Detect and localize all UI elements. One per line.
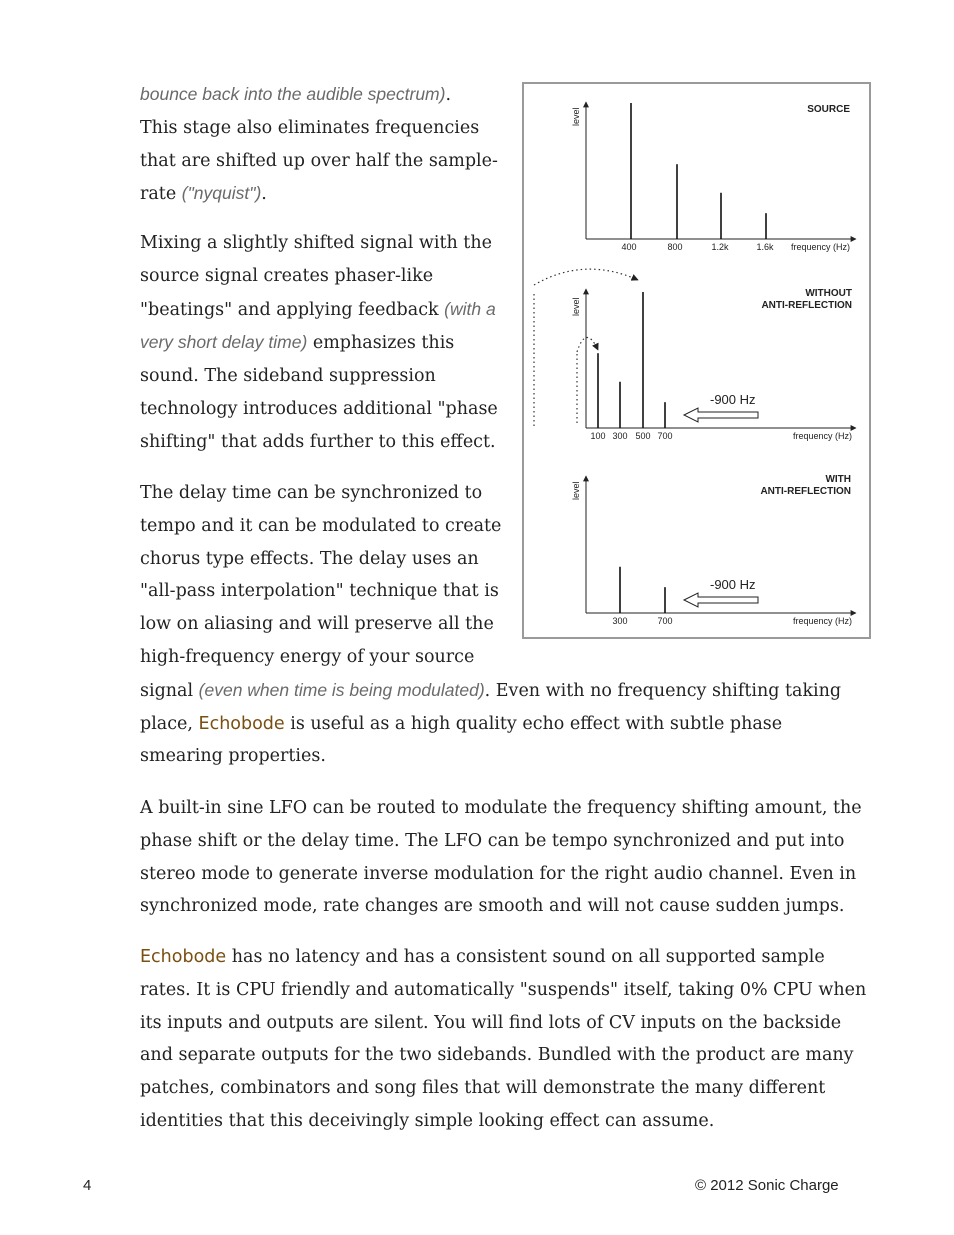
panel-without-anti-reflection xyxy=(534,269,856,441)
tick-label: 100 xyxy=(590,431,606,441)
y-axis-label: level xyxy=(571,297,581,316)
tick-label: 300 xyxy=(612,431,628,441)
shift-label: -900 Hz xyxy=(710,577,756,592)
panel-title: SOURCE xyxy=(807,104,850,115)
page-number: 4 xyxy=(83,1177,92,1194)
x-axis-label: frequency (Hz) xyxy=(790,242,850,252)
italic-text: bounce back into the audible spectrum) xyxy=(140,84,446,104)
shift-label: -900 Hz xyxy=(710,392,756,407)
tick-label: 400 xyxy=(621,242,637,252)
diagram-svg xyxy=(524,84,869,637)
y-axis-label: level xyxy=(571,107,581,126)
panel-source xyxy=(571,102,856,252)
bars xyxy=(631,103,766,239)
tick-label: 700 xyxy=(657,431,673,441)
paragraph-latency xyxy=(140,941,870,1138)
italic-text: (with a very short delay time) xyxy=(140,298,496,353)
tick-label: 1.2k xyxy=(711,242,729,252)
body-text: This stage also eliminates frequencies that are shifted up over half the sample-rate xyxy=(140,117,498,205)
shift-arrow xyxy=(684,593,758,607)
panel-title-line2: ANTI-REFLECTION xyxy=(761,300,852,311)
tick-label: 700 xyxy=(657,616,673,626)
body-text: The delay time can be synchronized to tempo and it can be modulated to create chorus type effects. The delay uses an "all-pass interpolation" technique that is low on aliasing and will preserve all the high-frequency energy of your source signal xyxy=(140,483,502,701)
brand-name: Echobode xyxy=(198,713,285,734)
panel-title-line1: WITH xyxy=(825,474,851,485)
italic-text: (even when time is being modulated) xyxy=(198,679,485,700)
brand-name: Echobode xyxy=(140,947,227,967)
panel-with-anti-reflection xyxy=(571,474,856,626)
reflection-arc xyxy=(534,269,638,285)
bars xyxy=(598,292,665,428)
y-axis-label: level xyxy=(571,481,581,500)
reflection-arc xyxy=(577,337,598,352)
body-text: A built-in sine LFO can be routed to modulate the frequency shifting amount, the phase shift or the delay time. The LFO can be tempo synchronized and put into stereo mode to generate inverse modulation for the right audio channel. Even in synchronized mode, rate changes are smooth and will not cause sudden jumps. xyxy=(140,798,862,917)
body-text: has no latency and has a consistent sound on all supported sample rates. It is CPU friendly and automatically "suspends" itself, taking 0% CPU when its inputs and outputs are silent. You will find lots of CV inputs on the backside and separate outputs for the two sidebands. Bundled with the product are many patches, combinators and song files that will demonstrate the many different identities that this deceivingly simple looking effect can assume. xyxy=(140,947,867,1131)
bars xyxy=(620,567,665,613)
tick-label: 1.6k xyxy=(756,242,774,252)
x-axis-label: frequency (Hz) xyxy=(792,431,852,441)
tick-label: 800 xyxy=(667,242,683,252)
punctuation: . xyxy=(261,184,267,205)
shift-arrow xyxy=(684,408,758,422)
tick-label: 500 xyxy=(635,431,651,441)
paragraph-nyquist xyxy=(140,78,510,211)
paragraph-lfo xyxy=(140,792,870,923)
body-text: . Even with no frequency shifting taking place, xyxy=(140,680,842,734)
body-text: Mixing a slightly shifted signal with the source signal creates phaser-like "beatings" and applying feedback xyxy=(140,233,492,320)
italic-text: ("nyquist") xyxy=(181,183,262,204)
panel-title-line2: ANTI-REFLECTION xyxy=(760,486,851,497)
copyright: © 2012 Sonic Charge xyxy=(695,1177,839,1194)
body-text: is useful as a high quality echo effect with subtle phase smearing properties. xyxy=(140,713,783,767)
punctuation: . xyxy=(445,85,452,105)
panel-title-line1: WITHOUT xyxy=(805,288,852,299)
paragraph-beatings xyxy=(140,227,506,459)
x-axis-label: frequency (Hz) xyxy=(792,616,852,626)
body-text: emphasizes this sound. The sideband suppression technology introduces additional "phase shifting" that adds further to this effect. xyxy=(140,333,498,452)
frequency-diagram xyxy=(522,82,871,639)
tick-label: 300 xyxy=(612,616,628,626)
